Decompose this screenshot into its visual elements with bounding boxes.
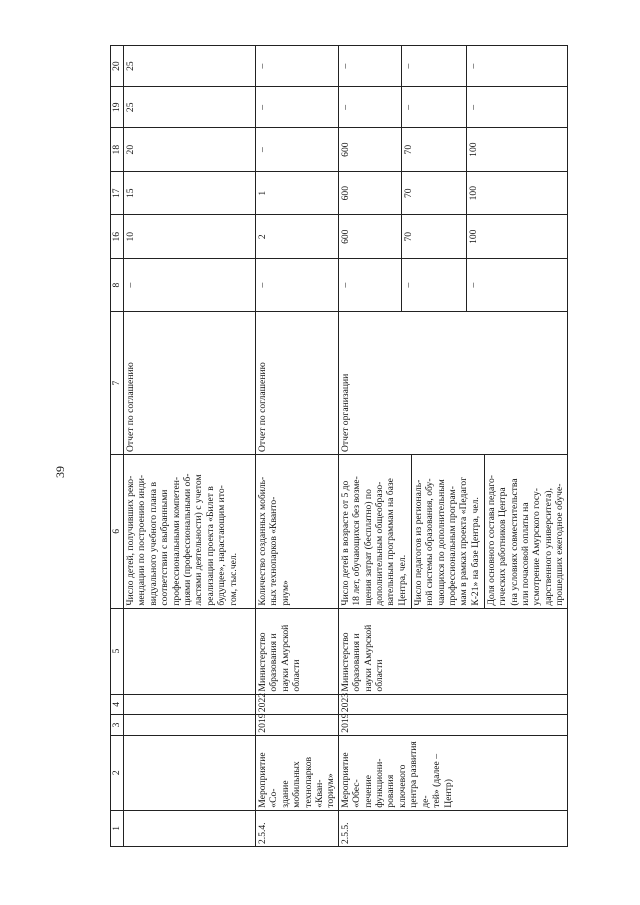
cell-number: 2.5.4.	[256, 810, 339, 846]
table-row	[338, 46, 567, 847]
cell-value-20: 25	[124, 46, 256, 87]
cell-value-20: –	[256, 46, 339, 87]
cell-value-16: 2	[256, 215, 339, 259]
cell-indicator-group	[338, 455, 567, 609]
cell-value-19: –	[256, 87, 339, 128]
cell-end-year	[124, 694, 256, 715]
sub-indicator: Число педагогов из региональ- ной системы образования, обу- чающихся по дополнительным профессиональным програм- мам в рамках проекта «Педагог К-21» на базе Центра, чел.	[411, 455, 484, 608]
cell-number: 2.5.5.	[338, 810, 567, 846]
sub-value: 100	[466, 128, 567, 171]
cell-value-16-group	[338, 215, 567, 259]
program-table	[110, 45, 568, 847]
cell-name: Мероприятие «Со- здание мобильных технопарков «Кван- ториум»	[256, 735, 339, 810]
sub-value: 70	[401, 128, 466, 171]
col-header: 4	[111, 694, 124, 715]
cell-value-18-group	[338, 128, 567, 172]
col-header: 18	[111, 128, 124, 172]
table-row	[124, 46, 256, 847]
col-header: 16	[111, 215, 124, 259]
col-header: 17	[111, 171, 124, 215]
table-row	[256, 46, 339, 847]
cell-executor: Министерство образования и науки Амурской области	[338, 608, 567, 694]
cell-name: Мероприятие «Обес- печение функциони- рования ключевого центра развития де- тей» (далее – Центр)	[338, 735, 567, 810]
rotated-table-area	[110, 45, 566, 847]
col-header: 19	[111, 87, 124, 128]
sub-value: –	[401, 259, 466, 311]
cell-source-group	[338, 312, 567, 455]
cell-source: Отчет по соглашению	[124, 312, 256, 455]
col-header: 3	[111, 715, 124, 736]
cell-indicator: Количество созданных мобиль- ных технопарков «Кванто- риум»	[256, 455, 339, 609]
sub-value: –	[401, 46, 466, 86]
col-header: 2	[111, 735, 124, 810]
cell-value-20-group	[338, 46, 567, 87]
cell-value-18: –	[256, 128, 339, 172]
col-header: 6	[111, 455, 124, 609]
cell-number	[124, 810, 256, 846]
cell-start-year	[124, 715, 256, 736]
sub-value: –	[339, 63, 351, 69]
cell-value-8: –	[256, 259, 339, 312]
page-number: 39	[53, 466, 67, 478]
sub-value: –	[466, 46, 567, 86]
col-header: 8	[111, 259, 124, 312]
sub-value: 100	[466, 172, 567, 215]
cell-value-19-group	[338, 87, 567, 128]
header-row	[111, 46, 124, 847]
sub-value: –	[339, 282, 351, 288]
sub-value: 70	[401, 215, 466, 258]
cell-value-18: 20	[124, 128, 256, 172]
cell-end-year: 2022	[256, 694, 339, 715]
cell-value-17: 15	[124, 171, 256, 215]
col-header: 1	[111, 810, 124, 846]
sub-value: 100	[466, 215, 567, 258]
col-header: 7	[111, 312, 124, 455]
cell-start-year: 2019	[338, 715, 567, 736]
cell-start-year: 2019	[256, 715, 339, 736]
sub-value: 600	[339, 142, 351, 157]
sub-value: –	[401, 87, 466, 127]
sub-value: 600	[339, 229, 351, 244]
cell-end-year: 2023	[338, 694, 567, 715]
sub-value: –	[466, 87, 567, 127]
col-header: 5	[111, 608, 124, 694]
cell-source: Отчет по соглашению	[256, 312, 339, 455]
sub-value: 600	[339, 185, 351, 201]
sub-indicator: Доля основного состава педаго- гических работников Центра (на условиях совместительства или почасовой оплаты на усмотрение Амурского госу- дарственного университета), прошедших ежегодное обуче-	[484, 455, 567, 608]
cell-indicator: Число детей, получивших реко- мендации по построению инди- видуального учебного плана в соответствии с выбранными профессиональными компетен- циями (профессиональными об- ластями деятельности) с учетом реализации проекта «Билет в будущее», нарастающим ито- гом, тыс.чел.	[124, 455, 256, 609]
cell-value-8: –	[124, 259, 256, 312]
cell-executor	[124, 608, 256, 694]
sub-indicator: Число детей в возрасте от 5 до 18 лет, обучающихся без возме- щения затрат (бесплатно) по дополнительным общеобразо- вательным программам на базе Центра, чел.	[339, 476, 408, 606]
table-rotated-frame	[110, 45, 566, 847]
sub-source: Отчет организации	[339, 373, 351, 452]
cell-name	[124, 735, 256, 810]
cell-value-17-group	[338, 171, 567, 215]
sub-value: –	[466, 259, 567, 311]
sub-value: 70	[401, 172, 466, 215]
cell-value-17: 1	[256, 171, 339, 215]
sub-value: –	[339, 104, 351, 110]
cell-executor: Министерство образования и науки Амурской области	[256, 608, 339, 694]
cell-value-8-group	[338, 259, 567, 312]
col-header: 20	[111, 46, 124, 87]
cell-value-16: 10	[124, 215, 256, 259]
cell-value-19: 25	[124, 87, 256, 128]
